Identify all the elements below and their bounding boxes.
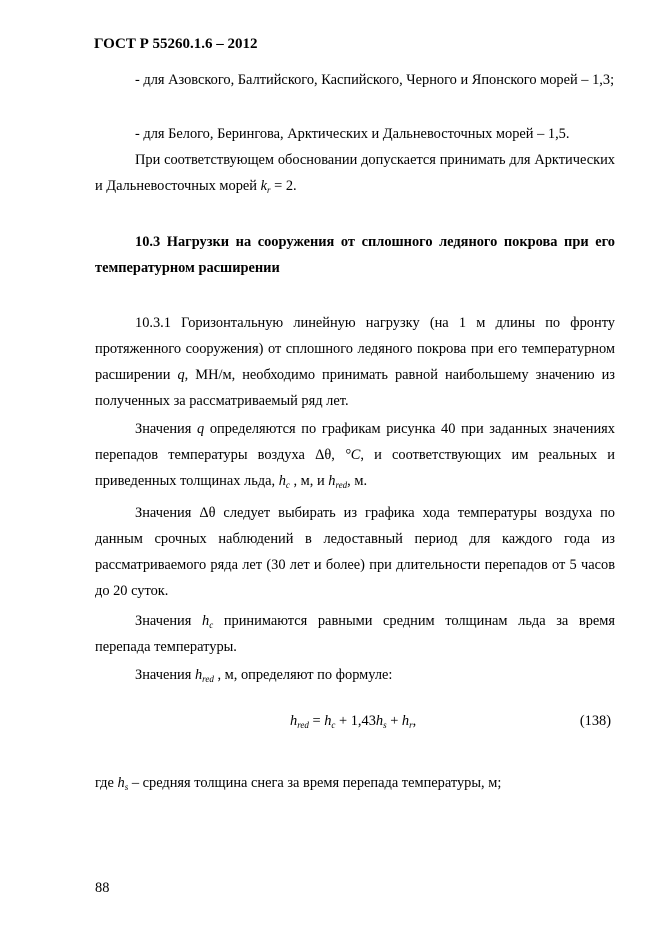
paragraph-delta-theta: Значения Δθ следует выбирать из графика хода температуры воздуха по данным срочных наблюдений в ледоставный период для каждого года из рассматриваемого ряда лет (30 лет и более) при длительности перепадов от 5 часов до 20 суток.	[95, 505, 615, 599]
formula-expression: $h_{red} = h_c + 1,43h_s + h_r$,	[290, 713, 417, 730]
paragraph-q-values: Значения q определяются по графикам рисунка 40 при заданных значениях перепадов температуры воздуха Δθ, °C, и соответствующих им реальных и приведенных толщинах льда, $h_c$ , м, и $h_{red}$, м.	[95, 421, 615, 490]
list-item-azov-seas: - для Азовского, Балтийского, Каспийского, Черного и Японского морей – 1,3;	[135, 72, 615, 88]
formula-number: (138)	[579, 713, 611, 729]
section-heading: 10.3 Нагрузки на сооружения от сплошного ледяного покрова при его температурном расширении	[95, 234, 615, 276]
paragraph-where-hs: где $h_s$ – средняя толщина снега за время перепада температуры, м;	[95, 775, 502, 792]
paragraph-10-3-1: 10.3.1 Горизонтальную линейную нагрузку (на 1 м длины по фронту протяженного сооружения) от сплошного ледяного покрова при его температурном расширении q, МН/м, необходимо принимать равной наибольшему значению из полученных за рассматриваемый ряд лет.	[95, 315, 615, 409]
paragraph-hred-values: Значения $h_{red}$ , м, определяют по формуле:	[135, 667, 393, 684]
document-code-header: ГОСТ Р 55260.1.6 – 2012	[94, 36, 258, 52]
list-item-white-seas: - для Белого, Берингова, Арктических и Дальневосточных морей – 1,5.	[135, 126, 570, 142]
paragraph-arctic-note: При соответствующем обосновании допускается принимать для Арктических и Дальневосточных морей $k_r = 2$.	[95, 152, 615, 195]
formula-138	[95, 713, 615, 739]
paragraph-hc-values: Значения $h_c$ принимаются равными средним толщинам льда за время перепада температуры.	[95, 613, 616, 655]
page-number: 88	[95, 880, 110, 896]
